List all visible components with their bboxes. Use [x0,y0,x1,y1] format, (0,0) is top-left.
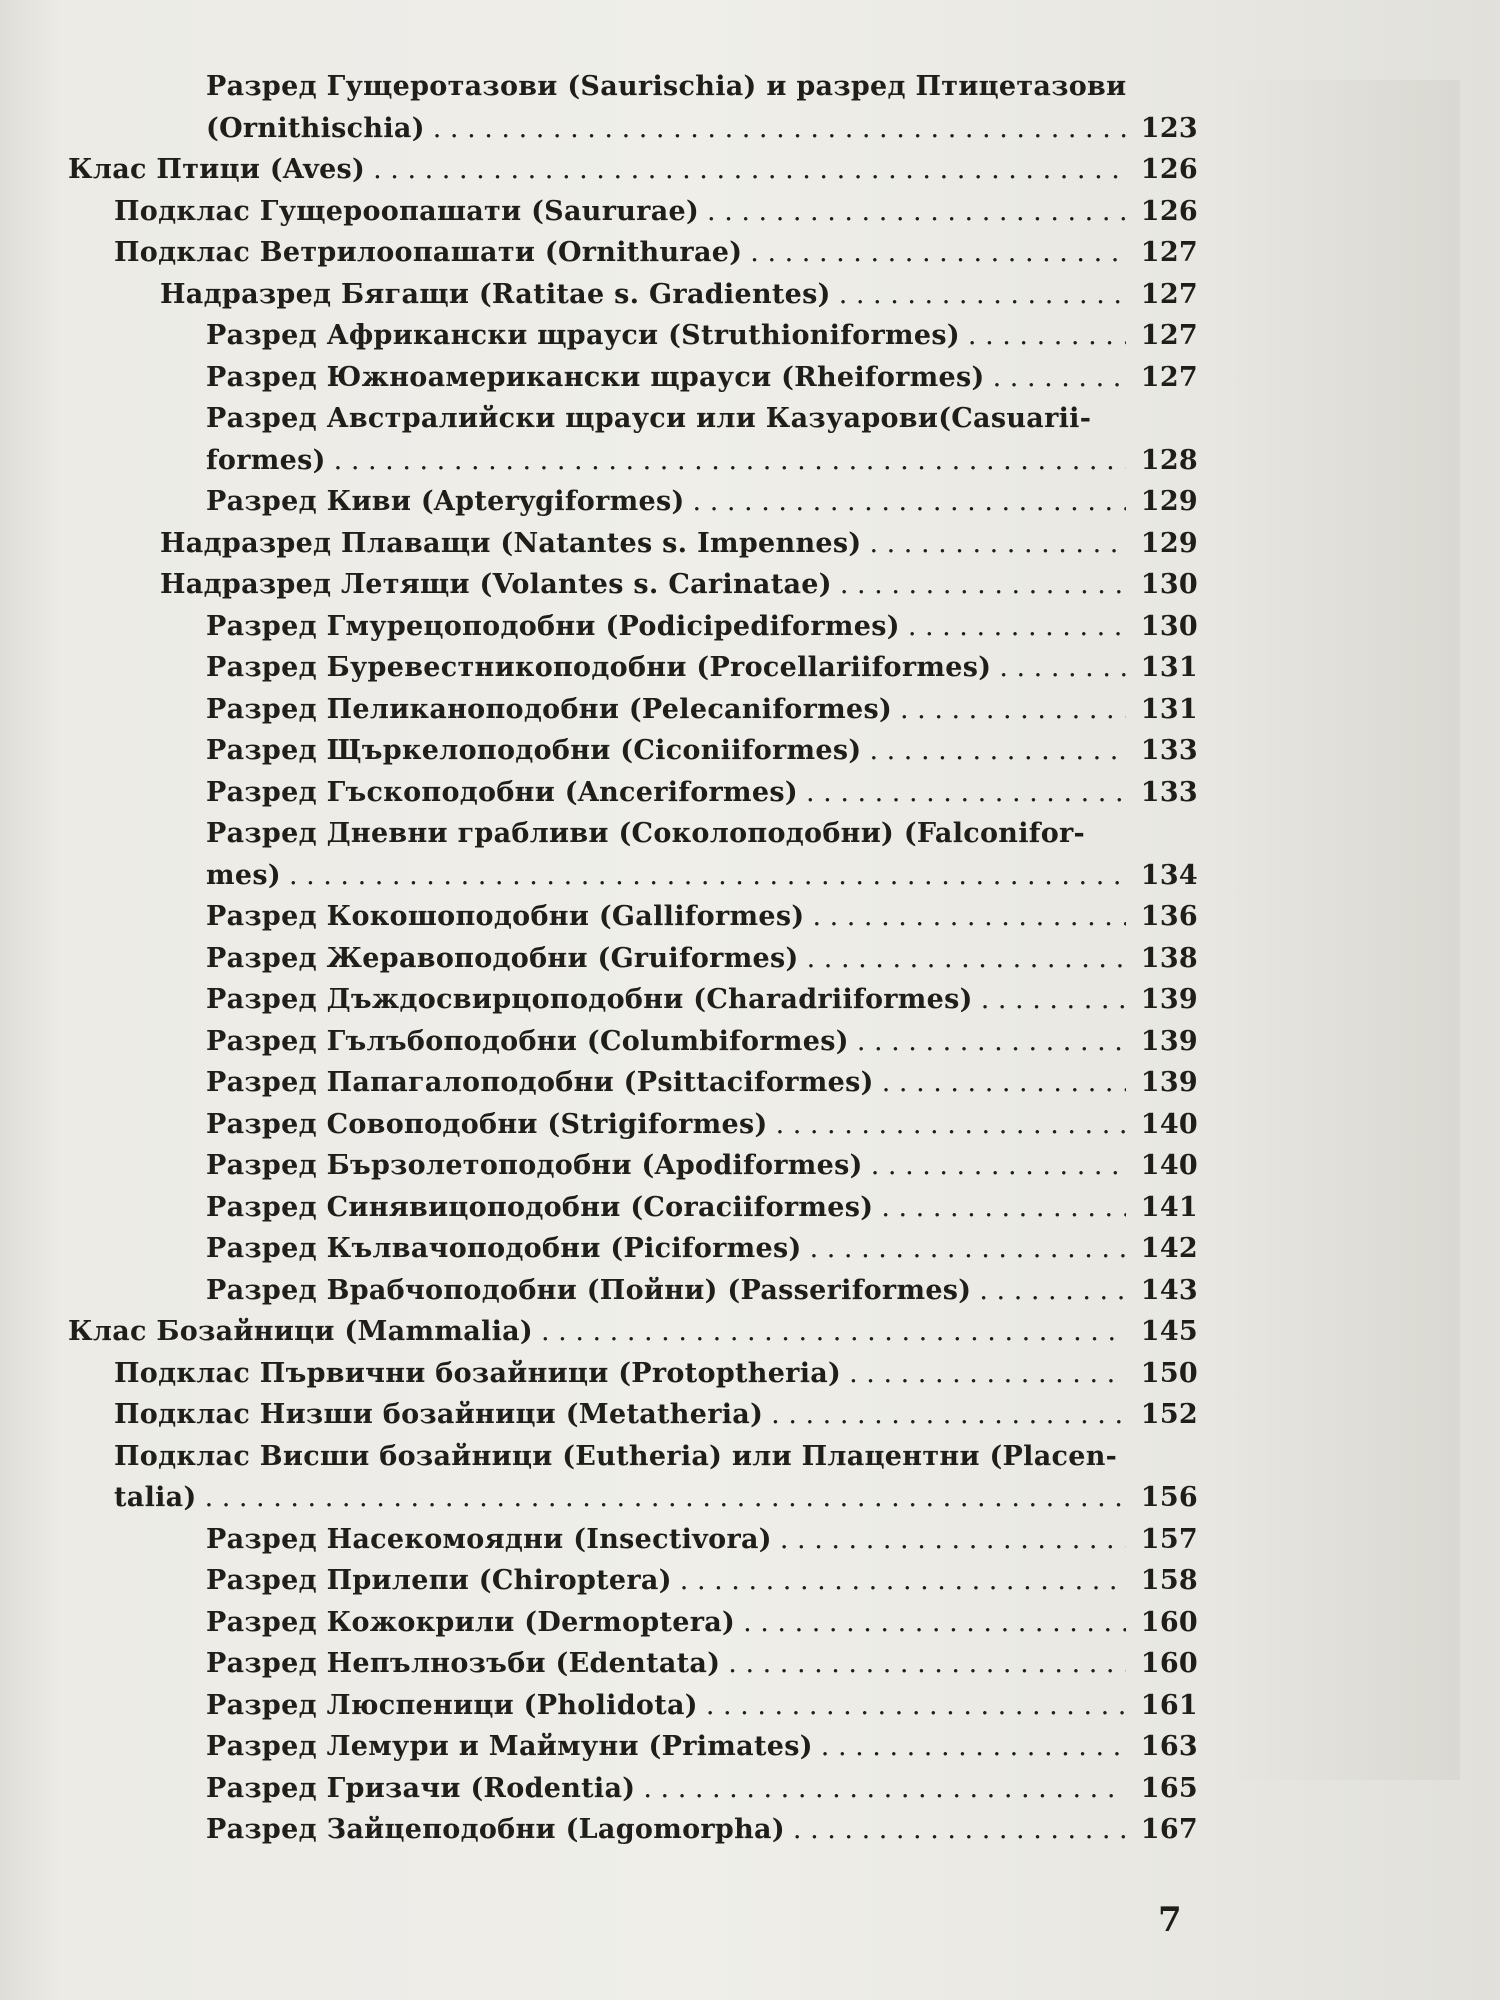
toc-entry-title: Разред Кълвачоподобни (Piciformes) [206,1233,802,1264]
dot-leader [821,1726,1126,1768]
dot-leader [680,1560,1126,1602]
toc-page-number: 139 [1140,984,1198,1015]
dot-leader [750,232,1126,274]
toc-entry-row [114,1394,1198,1436]
toc-page-number: 163 [1140,1731,1198,1762]
dot-leader [776,1104,1126,1146]
toc-entry-row [206,108,1198,150]
toc-entry-row [206,315,1198,357]
toc-entry-title: Разред Зайцеподобни (Lagomorpha) [206,1814,785,1845]
toc-page-number: 160 [1140,1606,1198,1638]
toc-entry [68,1311,1500,1353]
toc-entry [160,274,1500,316]
toc-page-number: 139 [1140,1025,1198,1057]
toc-entry [160,564,1500,606]
toc-page-number: 157 [1140,1523,1198,1555]
toc-page-number: 142 [1140,1233,1198,1264]
toc-entry-title: Разред Лемури и Маймуни (Primates) [206,1731,813,1762]
dot-leader [881,1187,1126,1229]
toc-entry-row [114,1477,1198,1519]
toc-entry-row [206,1560,1198,1602]
toc-entry-row [114,1353,1198,1395]
toc-entry-line: Разред Австралийски щрауси или Казуарови(Casuarii- [206,403,1092,434]
dot-leader [839,274,1126,316]
toc-page-number: 158 [1140,1565,1198,1596]
toc-entry-row [114,232,1198,274]
toc-entry-title: Надразред Бягащи (Ratitae s. Gradientes) [160,278,831,310]
toc-page-number: 127 [1140,361,1198,393]
toc-entry [206,1602,1500,1644]
toc-page-number: 133 [1140,735,1198,766]
dot-leader [869,523,1126,565]
toc-entry-title: Надразред Летящи (Volantes s. Carinatae) [160,569,832,600]
toc-entry-row [206,1809,1198,1851]
dot-leader [806,772,1126,814]
toc-entry-title: Разред Врабчоподобни (Пойни) (Passeriformes) [206,1274,972,1306]
toc-page-number: 131 [1140,652,1198,683]
dot-leader [869,730,1126,772]
toc-entry-row [206,1768,1198,1810]
toc-page-number: 165 [1140,1772,1198,1804]
dot-leader [882,1062,1126,1104]
table-of-contents [0,66,1500,1851]
toc-entry-title: Разред Бързолетоподобни (Apodiformes) [206,1150,863,1181]
toc-entry [206,1685,1500,1727]
toc-entry-row [206,1187,1198,1229]
toc-entry-title: Разред Кожокрили (Dermoptera) [206,1606,736,1638]
toc-entry-title: Подклас Низши бозайници (Metatheria) [114,1399,764,1430]
dot-leader [706,1685,1126,1727]
toc-entry [206,398,1500,481]
toc-entry-title: Разред Гълъбоподобни (Columbiformes) [206,1025,849,1057]
toc-entry-row [206,855,1198,897]
toc-entry-row [206,606,1198,648]
toc-entry [206,1809,1500,1851]
toc-entry-title: Разред Киви (Apterygiformes) [206,486,685,517]
toc-entry-title: Разред Жеравоподобни (Gruiformes) [206,942,799,974]
toc-entry-line: Подклас Висши бозайници (Eutheria) или Плацентни (Placen- [114,1440,1118,1472]
toc-entry-title: Разред Гъскоподобни (Anceriformes) [206,776,798,808]
dot-leader [780,1519,1126,1561]
dot-leader [908,606,1126,648]
toc-entry [114,191,1500,233]
dot-leader [840,564,1126,606]
toc-entry [206,1270,1500,1312]
toc-entry-title: Разред Дъждосвирцоподобни (Charadriiformes) [206,984,973,1015]
toc-entry [206,481,1500,523]
toc-entry [206,1021,1500,1063]
toc-entry [206,1228,1500,1270]
toc-page-number: 123 [1140,112,1198,144]
toc-entry-line: Разред Гущеротазови (Saurischia) и разред Птицетазови [206,71,1127,102]
toc-entry-title: Разред Непълнозъби (Edentata) [206,1648,721,1679]
toc-page-number: 130 [1140,610,1198,642]
toc-entry [206,1560,1500,1602]
toc-entry-title: Разред Буревестникоподобни (Procellariiformes) [206,652,992,683]
toc-page-number: 128 [1140,444,1198,476]
toc-entry [206,357,1500,399]
toc-entry-row [206,938,1198,980]
toc-entry-row [206,1685,1198,1727]
toc-entry [206,689,1500,731]
dot-leader [993,357,1126,399]
toc-page-number: 167 [1140,1814,1198,1845]
toc-entry [206,979,1500,1021]
toc-entry [206,896,1500,938]
toc-page-number: 161 [1140,1689,1198,1721]
dot-leader [205,1477,1126,1519]
toc-entry-row [160,523,1198,565]
toc-entry-title: Разред Гмурецоподобни (Podicipediformes) [206,610,900,642]
toc-entry-title: Клас Птици (Aves) [68,154,366,185]
toc-entry-row [206,1643,1198,1685]
toc-entry [206,1726,1500,1768]
toc-entry-title: Разред Синявицоподобни (Coraciiformes) [206,1191,874,1223]
toc-entry-title: Разред Папагалоподобни (Psittaciformes) [206,1067,874,1098]
toc-page-number: 150 [1140,1357,1198,1389]
toc-entry-row [206,1228,1198,1270]
toc-entry-row [206,440,1198,482]
toc-entry [160,523,1500,565]
toc-page-number: 139 [1140,1067,1198,1098]
toc-entry-title: Разред Совоподобни (Strigiformes) [206,1108,768,1140]
page-number: 7 [1158,1900,1182,1940]
toc-entry-row [206,896,1198,938]
toc-entry-title: (Ornithischia) [206,112,425,144]
toc-page-number: 156 [1140,1482,1198,1513]
dot-leader [541,1311,1126,1353]
dot-leader [849,1353,1126,1395]
toc-entry-row [206,979,1198,1021]
toc-entry-row [206,1104,1198,1146]
toc-entry [114,1353,1500,1395]
toc-page-number: 140 [1140,1150,1198,1181]
toc-page-number: 134 [1140,859,1198,891]
toc-page-number: 160 [1140,1648,1198,1679]
toc-entry-title: Разред Гризачи (Rodentia) [206,1772,636,1804]
dot-leader [643,1768,1126,1810]
toc-page-number: 131 [1140,693,1198,725]
toc-entry [206,1062,1500,1104]
toc-entry-title: Разред Южноамерикански щрауси (Rheiformes) [206,361,985,393]
dot-leader [871,1145,1126,1187]
dot-leader [693,481,1126,523]
dot-leader [433,108,1126,150]
toc-page-number: 141 [1140,1191,1198,1223]
toc-entry-row [206,1726,1198,1768]
toc-page-number: 126 [1140,154,1198,185]
dot-leader [334,440,1126,482]
toc-page-number: 130 [1140,569,1198,600]
toc-entry-row [206,1519,1198,1561]
toc-entry [114,1436,1500,1519]
toc-entry-line: Разред Дневни грабливи (Соколоподобни) (Falconifor- [206,818,1086,849]
toc-entry [206,813,1500,896]
dot-leader [807,938,1126,980]
toc-entry-title: Разред Люспеници (Pholidota) [206,1689,698,1721]
dot-leader [793,1809,1126,1851]
toc-entry-title: Подклас Гущероопашати (Saururae) [114,195,700,227]
dot-leader [968,315,1126,357]
toc-entry-title: Клас Бозайници (Mammalia) [68,1316,533,1347]
toc-entry [206,1643,1500,1685]
toc-entry-row [160,564,1198,606]
toc-entry-title: Разред Африкански щрауси (Struthioniformes) [206,320,960,351]
toc-entry [206,1104,1500,1146]
toc-entry-title: mes) [206,859,281,891]
toc-page-number: 127 [1140,237,1198,268]
toc-entry-title: Подклас Ветрилоопашати (Ornithurae) [114,237,743,268]
dot-leader [810,1228,1126,1270]
toc-entry-title: Разред Насекомоядни (Insectivora) [206,1523,772,1555]
toc-entry [206,66,1500,149]
toc-entry-row [160,274,1198,316]
toc-entry [206,1768,1500,1810]
toc-entry [206,315,1500,357]
toc-entry-row [206,689,1198,731]
toc-entry [206,1187,1500,1229]
toc-entry-row [206,1602,1198,1644]
toc-entry-title: Разред Кокошоподобни (Galliformes) [206,901,805,932]
dot-leader [373,149,1126,191]
toc-entry-title: formes) [206,444,326,476]
toc-page-number: 133 [1140,776,1198,808]
toc-page-number: 152 [1140,1399,1198,1430]
toc-page-number: 129 [1140,486,1198,517]
dot-leader [981,979,1126,1021]
toc-entry-row [206,1270,1198,1312]
toc-entry [206,938,1500,980]
toc-page-number: 136 [1140,901,1198,932]
toc-page-number: 145 [1140,1316,1198,1347]
toc-page-number: 127 [1140,278,1198,310]
toc-entry-title: Разред Прилепи (Chiroptera) [206,1565,672,1596]
toc-entry [206,1519,1500,1561]
dot-leader [857,1021,1126,1063]
toc-page-number: 129 [1140,527,1198,559]
dot-leader [289,855,1126,897]
toc-entry-row [206,1021,1198,1063]
dot-leader [728,1643,1126,1685]
toc-entry-row [68,1311,1198,1353]
toc-entry-row [206,1145,1198,1187]
toc-entry-row [206,647,1198,689]
toc-entry-row [206,1062,1198,1104]
toc-entry-title: talia) [114,1482,197,1513]
toc-entry [206,1145,1500,1187]
toc-entry-row [114,191,1198,233]
toc-page-number: 127 [1140,320,1198,351]
toc-entry [206,772,1500,814]
toc-entry-row [68,149,1198,191]
toc-entry [114,232,1500,274]
dot-leader [812,896,1126,938]
toc-page-number: 138 [1140,942,1198,974]
toc-entry-row [206,772,1198,814]
toc-entry-row [206,481,1198,523]
toc-entry-title: Разред Щъркелоподобни (Ciconiiformes) [206,735,862,766]
dot-leader [743,1602,1126,1644]
dot-leader [707,191,1126,233]
toc-entry-row [206,730,1198,772]
toc-entry [206,606,1500,648]
toc-entry [114,1394,1500,1436]
toc-entry-title: Надразред Плаващи (Natantes s. Impennes) [160,527,862,559]
toc-entry [68,149,1500,191]
toc-page-number: 143 [1140,1274,1198,1306]
toc-entry [206,730,1500,772]
dot-leader [999,647,1126,689]
toc-entry-row [206,357,1198,399]
dot-leader [900,689,1126,731]
toc-entry [206,647,1500,689]
toc-page-number: 126 [1140,195,1198,227]
dot-leader [979,1270,1126,1312]
toc-entry-title: Разред Пеликаноподобни (Pelecaniformes) [206,693,893,725]
dot-leader [771,1394,1126,1436]
toc-page-number: 140 [1140,1108,1198,1140]
toc-entry-title: Подклас Първични бозайници (Protoptheria) [114,1357,842,1389]
